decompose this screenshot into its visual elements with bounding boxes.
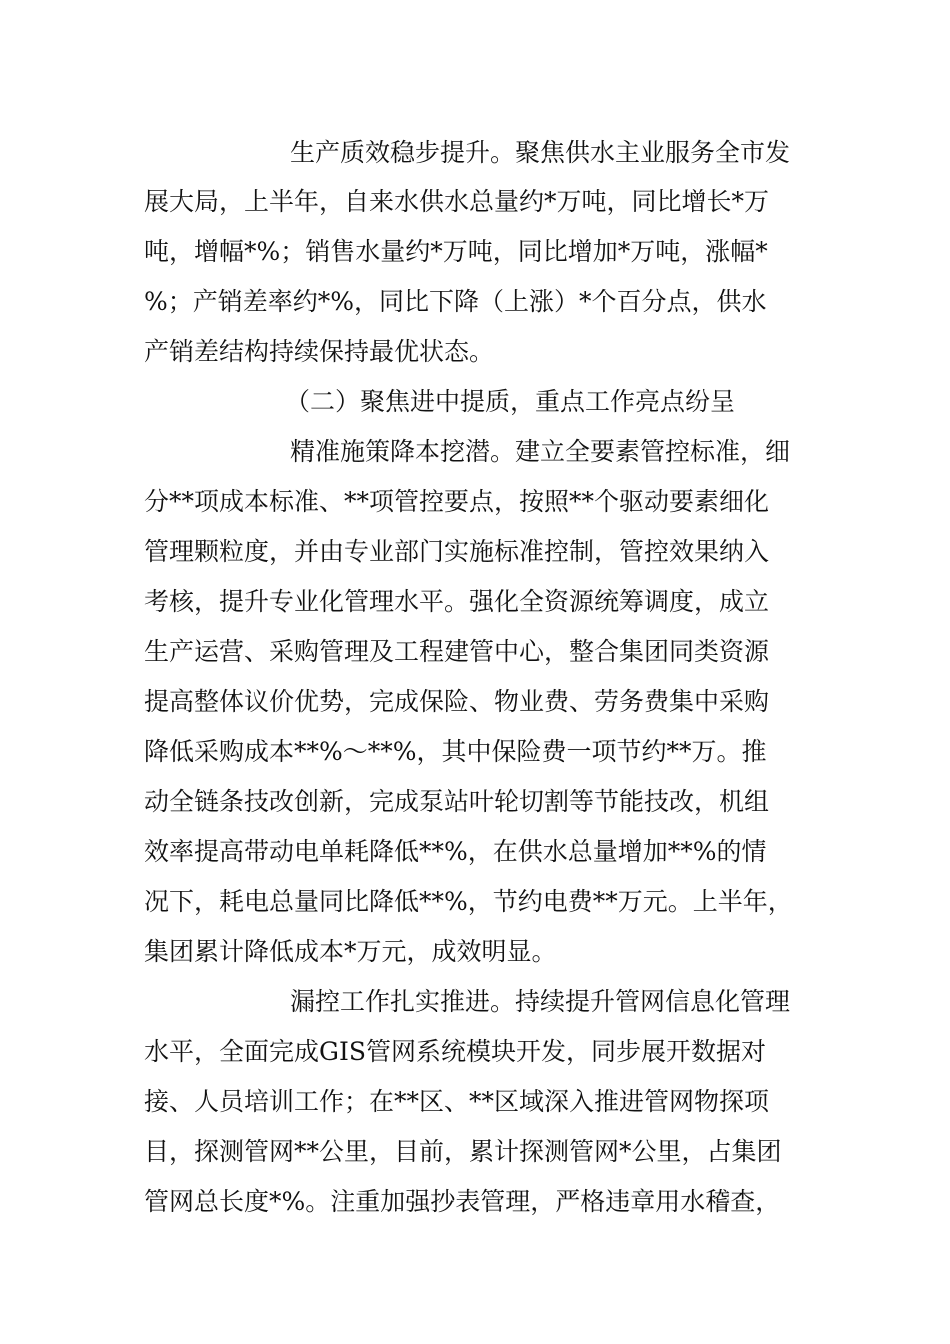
paragraph-2-line-11: 集团累计降低成本*万元，成效明显。 (144, 937, 557, 966)
paragraph-2-line-6: 提高整体议价优势，完成保险、物业费、劳务费集中采购 (144, 687, 770, 716)
paragraph-1-line-5: 产销差结构持续保持最优状态。 (144, 337, 495, 366)
paragraph-2-line-9: 效率提高带动电单耗降低**%，在供水总量增加**%的情 (144, 837, 767, 866)
paragraph-2-line-8: 动全链条技改创新，完成泵站叶轮切割等节能技改，机组 (144, 787, 770, 816)
paragraph-1-line-2: 展大局，上半年，自来水供水总量约*万吨，同比增长*万 (144, 187, 770, 216)
paragraph-1-line-3: 吨，增幅*%；销售水量约*万吨，同比增加*万吨，涨幅* (144, 237, 768, 266)
paragraph-1-line-4: %；产销差率约*%，同比下降（上涨）*个百分点，供水 (144, 287, 767, 316)
paragraph-2-line-2: 分**项成本标准、**项管控要点，按照**个驱动要素细化 (144, 487, 770, 516)
paragraph-2-line-4: 考核，提升专业化管理水平。强化全资源统筹调度，成立 (144, 587, 770, 616)
paragraph-2-line-5: 生产运营、采购管理及工程建管中心，整合集团同类资源 (144, 637, 770, 666)
paragraph-2-line-7: 降低采购成本**%～**%，其中保险费一项节约**万。推 (144, 737, 767, 766)
paragraph-3-line-3: 接、人员培训工作；在**区、**区域深入推进管网物探项 (144, 1087, 770, 1116)
paragraph-3-line-1: 漏控工作扎实推进。持续提升管网信息化管理 (290, 987, 791, 1016)
paragraph-3-line-4: 目，探测管网**公里，目前，累计探测管网*公里，占集团 (144, 1137, 782, 1166)
paragraph-3-line-5: 管网总长度*%。注重加强抄表管理，严格违章用水稽查， (144, 1187, 781, 1216)
paragraph-2-line-3: 管理颗粒度，并由专业部门实施标准控制，管控效果纳入 (144, 537, 770, 566)
paragraph-2-line-1: 精准施策降本挖潜。建立全要素管控标准，细 (290, 437, 791, 466)
paragraph-3-line-2: 水平，全面完成GIS管网系统模块开发，同步展开数据对 (144, 1037, 766, 1066)
paragraph-2-line-10: 况下，耗电总量同比降低**%，节约电费**万元。上半年， (144, 887, 793, 916)
section-heading: （二）聚焦进中提质，重点工作亮点纷呈 (285, 387, 736, 416)
paragraph-1-line-1: 生产质效稳步提升。聚焦供水主业服务全市发 (290, 138, 791, 167)
